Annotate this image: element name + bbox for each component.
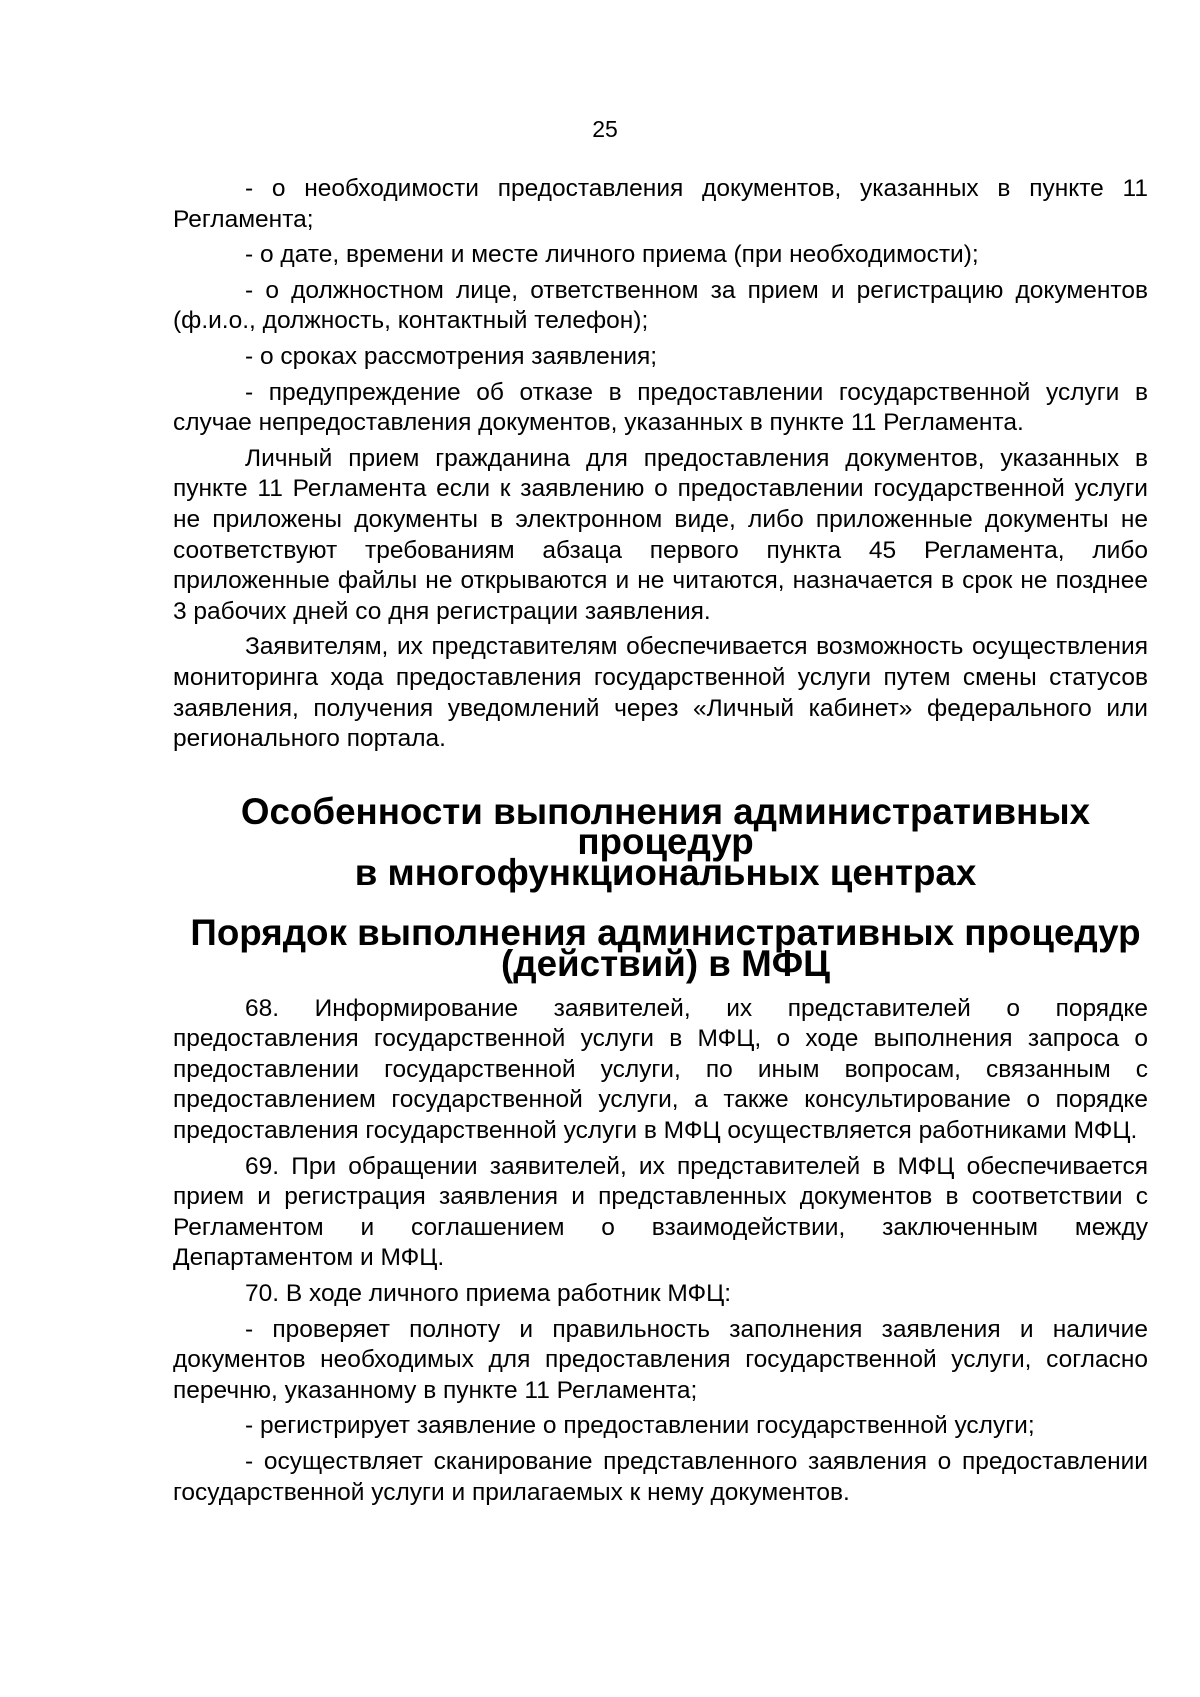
heading-line: Особенности выполнения административных процедур	[240, 790, 1091, 863]
paragraph-personal-reception: Личный прием гражданина для предоставления документов, указанных в пункте 11 Регламента если к заявлению о предоставлении государственной услуги не приложены документы в электронном виде, либо приложенные документы не соответствуют требованиям абзаца первого пункта 45 Регламента, либо приложенные файлы не открываются и не читаются, назначается в срок не позднее 3 рабочих дней со дня регистрации заявления.	[173, 444, 1148, 625]
paragraph-monitoring: Заявителям, их представителям обеспечивается возможность осуществления мониторинга хода предоставления государственной услуги путем смены статусов заявления, получения уведомлений через «Личный кабинет» федерального или регионального портала.	[173, 633, 1148, 753]
document-body	[173, 174, 1148, 1513]
paragraph-info-official: - о должностном лице, ответственном за прием и регистрацию документов (ф.и.о., должность, контактный телефон);	[173, 276, 1148, 335]
paragraph-70-scan: - осуществляет сканирование представленного заявления о предоставлении государственной услуги и прилагаемых к нему документов.	[173, 1447, 1148, 1506]
paragraph-info-documents: - о необходимости предоставления документов, указанных в пункте 11 Регламента;	[173, 175, 1148, 233]
paragraph-info-date: - о дате, времени и месте личного приема (при необходимости);	[245, 241, 979, 269]
paragraph-70: 70. В ходе личного приема работник МФЦ:	[245, 1280, 732, 1307]
paragraph-warning: - предупреждение об отказе в предоставлении государственной услуги в случае непредоставления документов, указанных в пункте 11 Регламента.	[173, 378, 1148, 437]
paragraph-70-register: - регистрирует заявление о предоставлении государственной услуги;	[245, 1412, 1035, 1440]
heading-line: Порядок выполнения административных процедур	[190, 912, 1141, 954]
section-heading-mfc-features	[173, 790, 1148, 893]
paragraph-68: 68. Информирование заявителей, их представителей о порядке предоставления государственной услуги в МФЦ, о ходе выполнения запроса о предоставлении государственной услуги, по иным вопросам, связанным с предоставлением государственной услуги, а также консультирование о порядке предоставления государственной услуги в МФЦ осуществляется работниками МФЦ.	[173, 994, 1148, 1145]
page-number: 25	[592, 116, 618, 142]
heading-line: в многофункциональных центрах	[354, 851, 977, 893]
paragraph-info-terms: - о сроках рассмотрения заявления;	[245, 342, 658, 370]
section-heading-mfc-procedure	[173, 912, 1148, 985]
heading-line: (действий) в МФЦ	[501, 943, 830, 985]
paragraph-69: 69. При обращении заявителей, их представителей в МФЦ обеспечивается прием и регистрация заявления и представленных документов в соответствии с Регламентом и соглашением о взаимодействии, заключенным между Департаментом и МФЦ.	[173, 1152, 1148, 1272]
paragraph-70-check: - проверяет полноту и правильность заполнения заявления и наличие документов необходимых для предоставления государственной услуги, согласно перечню, указанному в пункте 11 Регламента;	[173, 1315, 1148, 1404]
